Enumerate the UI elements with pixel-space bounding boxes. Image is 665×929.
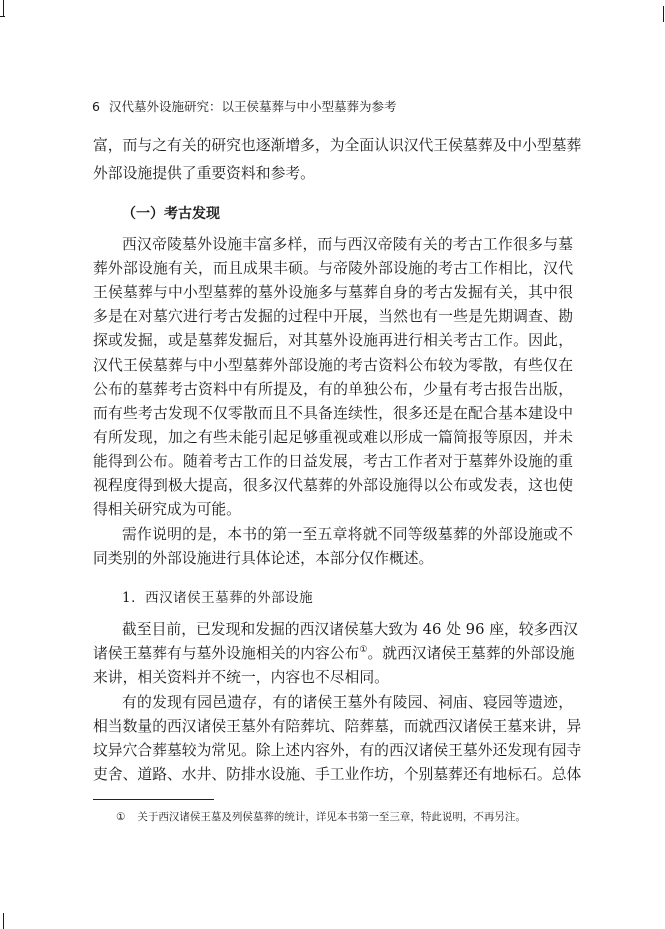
crop-mark-top-left-vertical [3,0,4,16]
paragraph-line: 坟异穴合葬墓较为常见。除上述内容外，有的西汉诸侯王墓外还发现有园寺 [93,742,582,759]
paragraph-line: 王侯墓葬与中小型墓葬的墓外设施多与墓葬自身的考古发掘有关，其中很 [93,284,573,301]
crop-mark-top-left-horizontal [0,16,5,17]
paragraph-line: 葬外部设施有关，而且成果丰硕。与帝陵外部设施的考古工作相比，汉代 [93,260,573,277]
paragraph-line: 有的发现有园邑遗存，有的诸侯王墓外有陵园、祠庙、寝园等遗迹， [122,694,573,711]
paragraph-line: 吏舍、道路、水井、防排水设施、手工业作坊，个别墓葬还有地标石。总体 [93,766,582,783]
paragraph-line: 公布的墓葬考古资料中有所提及，有的单独公布，少量有考古报告出版， [93,381,573,398]
paragraph-line: 外部设施提供了重要资料和参考。 [93,165,315,182]
paragraph-line: 有所发现，加之有些未能引起足够重视或难以形成一篇简报等原因，并未 [93,429,573,446]
page-number: 6 [92,99,100,114]
crop-mark-bottom-left [3,913,4,929]
footnote-reference[interactable]: ① [359,645,368,655]
paragraph-line: 相当数量的西汉诸侯王墓外有陪葬坑、陪葬墓，而就西汉诸侯王墓来讲，异 [93,718,582,735]
paragraph-line: 同类别的外部设施进行具体论述，本部分仅作概述。 [93,550,434,567]
running-head-title: 汉代墓外设施研究：以王侯墓葬与中小型墓葬为参考 [108,99,397,114]
paragraph-line: 能得到公布。随着考古工作的日益发展，考古工作者对于墓葬外设施的重 [93,453,573,470]
paragraph-line: 而有些考古发现不仅零散而且不具备连续性，很多还是在配合基本建设中 [93,405,573,422]
footnote-text: 关于西汉诸侯王墓及列侯墓葬的统计，详见本书第一至三章，特此说明，不再另注。 [137,811,526,823]
paragraph-line: 西汉帝陵墓外设施丰富多样，而与西汉帝陵有关的考古工作很多与墓 [122,236,573,253]
footnote-marker: ① [116,811,126,823]
running-head [92,99,396,115]
section-heading: （一）考古发现 [122,206,220,222]
paragraph-text: 诸侯王墓葬有与墓外设施相关的内容公布 [93,645,360,662]
paragraph-text: 。就西汉诸侯王墓葬的外部设施 [367,645,575,662]
paragraph-line [93,644,573,664]
footnote [116,810,526,824]
crop-mark-top-right [663,6,664,22]
paragraph-line: 探或发掘，或是墓葬发掘后，对其墓外设施再进行相关考古工作。因此， [93,332,573,349]
paragraph-line: 需作说明的是，本书的第一至五章将就不同等级墓葬的外部设施或不 [122,526,573,543]
paragraph-line: 富，而与之有关的研究也逐渐增多，为全面认识汉代王侯墓葬及中小型墓葬 [93,137,582,154]
paragraph-line: 得相关研究成为可能。 [93,501,241,518]
paragraph-line: 多是在对墓穴进行考古发掘的过程中开展，当然也有一些是先期调查、勘 [93,308,573,325]
paragraph-line: 来讲，相关资料并不统一，内容也不尽相同。 [93,669,389,686]
paragraph-line: 视程度得到极大提高，很多汉代墓葬的外部设施得以公布或发表，这也使 [93,477,573,494]
paragraph-line: 截至目前，已发现和发掘的西汉诸侯墓大致为 46 处 96 座，较多西汉 [122,621,578,638]
footnote-rule [93,799,214,800]
subsection-heading: 1．西汉诸侯王墓葬的外部设施 [122,590,314,606]
paragraph-line: 汉代王侯墓葬与中小型墓葬外部设施的考古资料公布较为零散，有些仅在 [93,357,573,374]
